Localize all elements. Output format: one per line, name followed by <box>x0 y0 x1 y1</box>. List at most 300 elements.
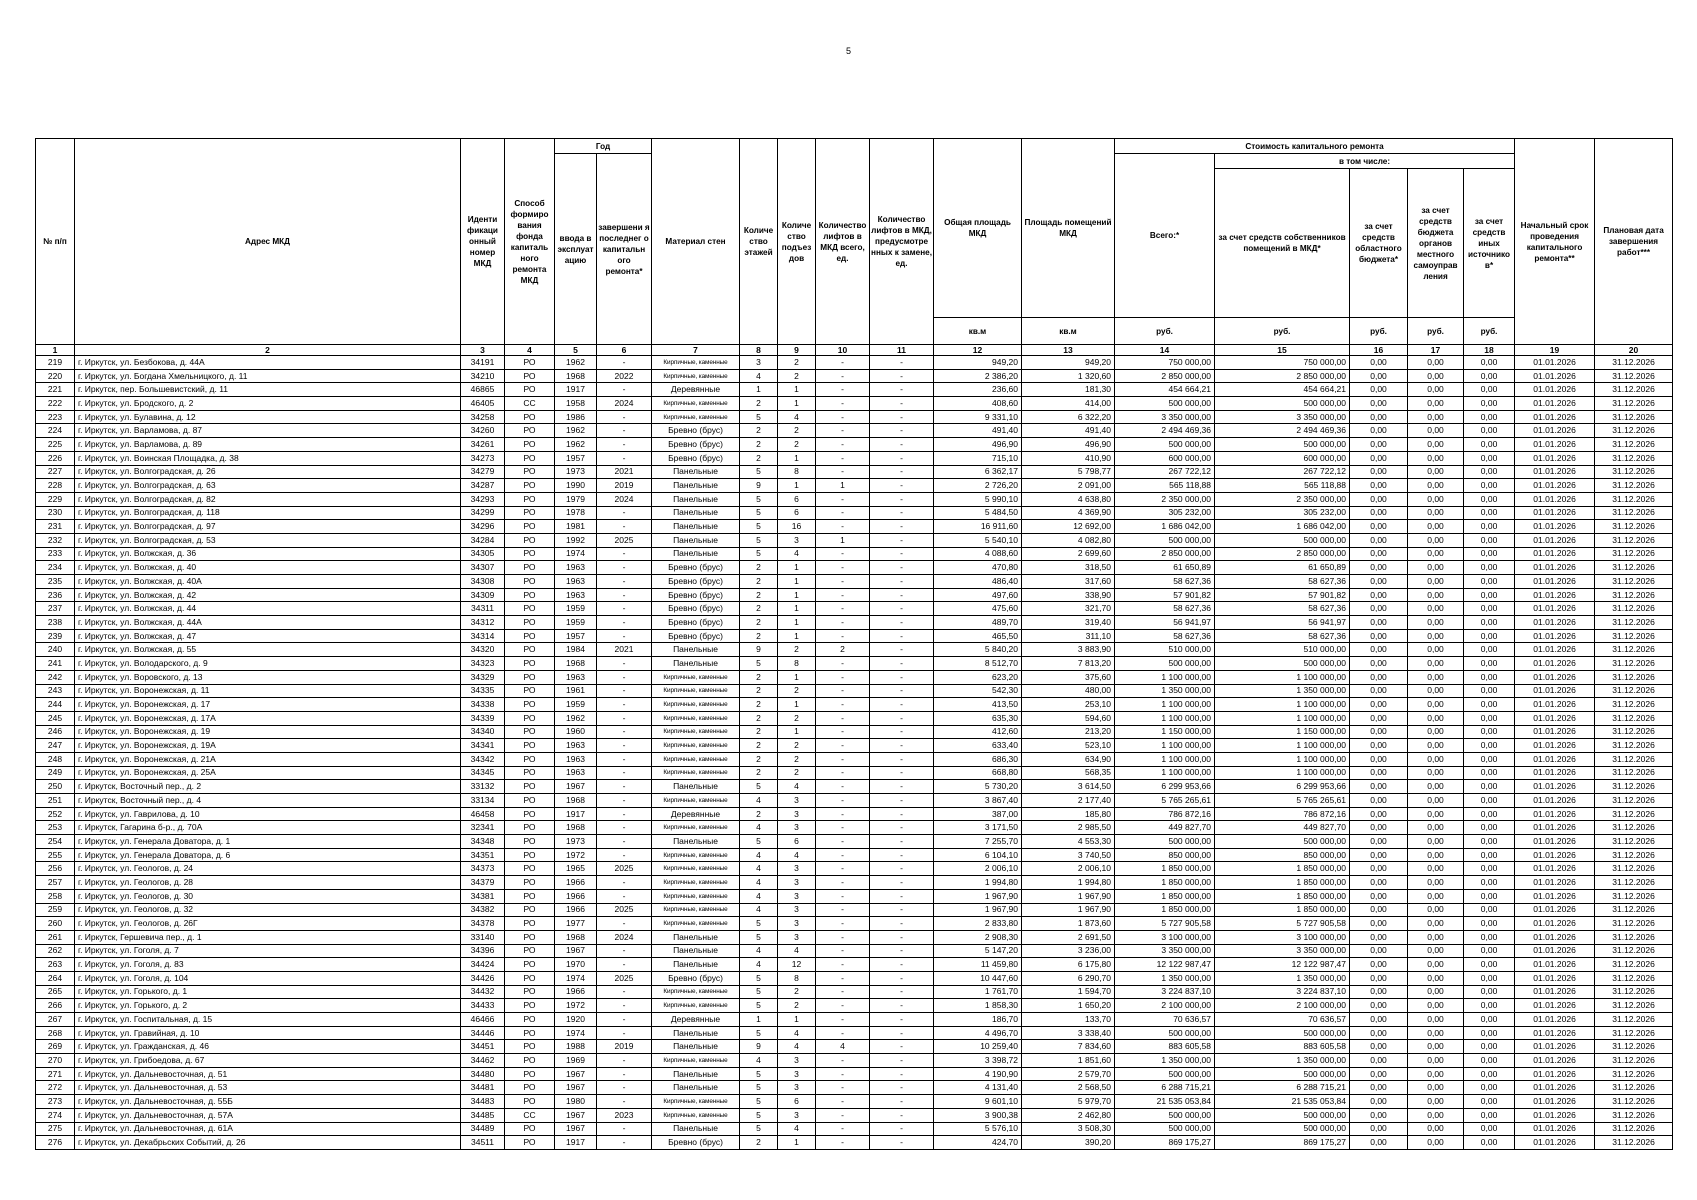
cell-floors: 9 <box>740 643 778 657</box>
cell-local: 0,00 <box>1408 876 1464 890</box>
cell-no: 269 <box>36 1040 75 1054</box>
cell-other: 0,00 <box>1464 1108 1515 1122</box>
cell-id: 34258 <box>461 410 505 424</box>
table-row <box>36 369 1673 383</box>
cell-entrances: 3 <box>778 533 816 547</box>
cell-regional: 0,00 <box>1350 930 1408 944</box>
cell-no: 251 <box>36 794 75 808</box>
cell-premises-area: 213,20 <box>1022 725 1115 739</box>
column-number: 11 <box>870 345 934 356</box>
cell-no: 249 <box>36 766 75 780</box>
cell-method: РО <box>505 999 555 1013</box>
cell-premises-area: 133,70 <box>1022 1013 1115 1027</box>
cell-address: г. Иркутск, ул. Безбокова, д. 44А <box>75 356 461 370</box>
cell-lifts: - <box>816 999 870 1013</box>
cell-wall: Панельные <box>652 657 740 671</box>
cell-wall: Кирпичные, каменные <box>652 711 740 725</box>
cell-local: 0,00 <box>1408 1122 1464 1136</box>
cell-premises-area: 181,30 <box>1022 383 1115 397</box>
cell-floors: 2 <box>740 725 778 739</box>
cell-year-commission: 1965 <box>555 862 597 876</box>
cell-address: г. Иркутск, ул. Волгоградская, д. 53 <box>75 533 461 547</box>
cell-end: 31.12.2026 <box>1595 588 1673 602</box>
cell-regional: 0,00 <box>1350 465 1408 479</box>
cell-premises-area: 1 594,70 <box>1022 985 1115 999</box>
cell-method: РО <box>505 492 555 506</box>
cell-no: 242 <box>36 670 75 684</box>
cell-lifts-replace: - <box>870 889 934 903</box>
cell-floors: 4 <box>740 794 778 808</box>
cell-end: 31.12.2026 <box>1595 739 1673 753</box>
cell-local: 0,00 <box>1408 684 1464 698</box>
cell-floors: 5 <box>740 410 778 424</box>
cell-year-last-repair: - <box>597 602 652 616</box>
cell-lifts-replace: - <box>870 1067 934 1081</box>
cell-lifts-replace: - <box>870 643 934 657</box>
cell-address: г. Иркутск, ул. Гражданская, д. 46 <box>75 1040 461 1054</box>
cell-entrances: 1 <box>778 479 816 493</box>
column-number: 17 <box>1408 345 1464 356</box>
cell-lifts: - <box>816 876 870 890</box>
cell-year-commission: 1957 <box>555 451 597 465</box>
cell-method: РО <box>505 1026 555 1040</box>
cell-local: 0,00 <box>1408 451 1464 465</box>
cell-address: г. Иркутск, ул. Волжская, д. 44 <box>75 602 461 616</box>
cell-wall: Кирпичные, каменные <box>652 684 740 698</box>
cell-address: г. Иркутск, ул. Володарского, д. 9 <box>75 657 461 671</box>
cell-total: 1 850 000,00 <box>1115 889 1215 903</box>
cell-lifts: - <box>816 917 870 931</box>
cell-year-last-repair: - <box>597 356 652 370</box>
cell-other: 0,00 <box>1464 424 1515 438</box>
cell-regional: 0,00 <box>1350 903 1408 917</box>
header-entrances: Количе ство подъез дов <box>778 139 816 345</box>
cell-premises-area: 4 369,90 <box>1022 506 1115 520</box>
cell-other: 0,00 <box>1464 369 1515 383</box>
cell-total-area: 497,60 <box>934 588 1022 602</box>
cell-regional: 0,00 <box>1350 424 1408 438</box>
cell-id: 34312 <box>461 616 505 630</box>
cell-start: 01.01.2026 <box>1515 451 1595 465</box>
cell-total-area: 2 726,20 <box>934 479 1022 493</box>
cell-wall: Кирпичные, каменные <box>652 698 740 712</box>
cell-address: г. Иркутск, ул. Волжская, д. 44А <box>75 616 461 630</box>
cell-lifts: - <box>816 369 870 383</box>
cell-lifts: - <box>816 506 870 520</box>
cell-owners: 58 627,36 <box>1215 629 1350 643</box>
table-row <box>36 1108 1673 1122</box>
cell-total: 500 000,00 <box>1115 438 1215 452</box>
cell-id: 34329 <box>461 670 505 684</box>
cell-end: 31.12.2026 <box>1595 506 1673 520</box>
cell-id: 34426 <box>461 971 505 985</box>
cell-owners: 1 100 000,00 <box>1215 752 1350 766</box>
cell-local: 0,00 <box>1408 410 1464 424</box>
cell-entrances: 4 <box>778 410 816 424</box>
cell-premises-area: 311,10 <box>1022 629 1115 643</box>
cell-start: 01.01.2026 <box>1515 958 1595 972</box>
cell-lifts-replace: - <box>870 492 934 506</box>
cell-wall: Панельные <box>652 930 740 944</box>
cell-other: 0,00 <box>1464 903 1515 917</box>
cell-lifts: - <box>816 835 870 849</box>
cell-year-commission: 1986 <box>555 410 597 424</box>
header-year-commission: ввода в эксплуат ацию <box>555 154 597 345</box>
cell-year-commission: 1968 <box>555 930 597 944</box>
cell-wall: Панельные <box>652 643 740 657</box>
cell-id: 34293 <box>461 492 505 506</box>
cell-total-area: 1 761,70 <box>934 985 1022 999</box>
cell-year-last-repair: - <box>597 657 652 671</box>
cell-id: 34462 <box>461 1054 505 1068</box>
cell-lifts: - <box>816 944 870 958</box>
cell-other: 0,00 <box>1464 1013 1515 1027</box>
cell-entrances: 2 <box>778 424 816 438</box>
cell-start: 01.01.2026 <box>1515 424 1595 438</box>
cell-wall: Кирпичные, каменные <box>652 397 740 411</box>
cell-no: 244 <box>36 698 75 712</box>
cell-end: 31.12.2026 <box>1595 1040 1673 1054</box>
cell-address: г. Иркутск, ул. Дальневосточная, д. 55Б <box>75 1095 461 1109</box>
table-row <box>36 889 1673 903</box>
cell-regional: 0,00 <box>1350 643 1408 657</box>
cell-total-area: 491,40 <box>934 424 1022 438</box>
cell-lifts-replace: - <box>870 506 934 520</box>
table-row <box>36 1054 1673 1068</box>
cell-end: 31.12.2026 <box>1595 889 1673 903</box>
cell-no: 223 <box>36 410 75 424</box>
cell-address: г. Иркутск, ул. Гоголя, д. 7 <box>75 944 461 958</box>
cell-id: 34273 <box>461 451 505 465</box>
header-id: Иденти фикаци онный номер МКД <box>461 139 505 345</box>
cell-start: 01.01.2026 <box>1515 1013 1595 1027</box>
cell-regional: 0,00 <box>1350 479 1408 493</box>
cell-year-last-repair: - <box>597 1095 652 1109</box>
cell-method: РО <box>505 657 555 671</box>
cell-end: 31.12.2026 <box>1595 766 1673 780</box>
cell-year-commission: 1984 <box>555 643 597 657</box>
cell-method: РО <box>505 1122 555 1136</box>
cell-total: 600 000,00 <box>1115 451 1215 465</box>
cell-year-last-repair: - <box>597 766 652 780</box>
cell-regional: 0,00 <box>1350 698 1408 712</box>
cell-total: 1 850 000,00 <box>1115 876 1215 890</box>
cell-entrances: 4 <box>778 848 816 862</box>
cell-year-commission: 1917 <box>555 1136 597 1150</box>
cell-year-commission: 1966 <box>555 985 597 999</box>
cell-regional: 0,00 <box>1350 492 1408 506</box>
cell-end: 31.12.2026 <box>1595 903 1673 917</box>
cell-local: 0,00 <box>1408 930 1464 944</box>
cell-floors: 2 <box>740 684 778 698</box>
cell-total-area: 470,80 <box>934 561 1022 575</box>
cell-premises-area: 2 091,00 <box>1022 479 1115 493</box>
cell-lifts-replace: - <box>870 766 934 780</box>
cell-year-last-repair: - <box>597 698 652 712</box>
cell-regional: 0,00 <box>1350 533 1408 547</box>
cell-lifts: - <box>816 356 870 370</box>
cell-address: г. Иркутск, ул. Волжская, д. 36 <box>75 547 461 561</box>
cell-wall: Бревно (брус) <box>652 451 740 465</box>
cell-total: 1 686 042,00 <box>1115 520 1215 534</box>
cell-end: 31.12.2026 <box>1595 533 1673 547</box>
cell-lifts: - <box>816 1067 870 1081</box>
cell-year-commission: 1963 <box>555 575 597 589</box>
cell-no: 276 <box>36 1136 75 1150</box>
cell-lifts-replace: - <box>870 575 934 589</box>
cell-floors: 9 <box>740 479 778 493</box>
cell-end: 31.12.2026 <box>1595 670 1673 684</box>
cell-year-last-repair: - <box>597 1067 652 1081</box>
cell-lifts-replace: - <box>870 1013 934 1027</box>
cell-wall: Панельные <box>652 1081 740 1095</box>
cell-start: 01.01.2026 <box>1515 1054 1595 1068</box>
cell-floors: 3 <box>740 356 778 370</box>
cell-floors: 4 <box>740 821 778 835</box>
cell-regional: 0,00 <box>1350 629 1408 643</box>
cell-lifts-replace: - <box>870 821 934 835</box>
cell-end: 31.12.2026 <box>1595 1067 1673 1081</box>
cell-owners: 1 100 000,00 <box>1215 698 1350 712</box>
cell-end: 31.12.2026 <box>1595 1026 1673 1040</box>
cell-local: 0,00 <box>1408 711 1464 725</box>
cell-owners: 3 224 837,10 <box>1215 985 1350 999</box>
cell-local: 0,00 <box>1408 369 1464 383</box>
cell-end: 31.12.2026 <box>1595 561 1673 575</box>
cell-total-area: 1 967,90 <box>934 889 1022 903</box>
cell-lifts: - <box>816 520 870 534</box>
cell-year-commission: 1917 <box>555 807 597 821</box>
cell-start: 01.01.2026 <box>1515 602 1595 616</box>
cell-floors: 2 <box>740 1136 778 1150</box>
cell-year-commission: 1917 <box>555 383 597 397</box>
cell-start: 01.01.2026 <box>1515 1081 1595 1095</box>
table-row <box>36 780 1673 794</box>
cell-lifts-replace: - <box>870 1040 934 1054</box>
cell-entrances: 2 <box>778 752 816 766</box>
cell-premises-area: 496,90 <box>1022 438 1115 452</box>
cell-local: 0,00 <box>1408 1040 1464 1054</box>
cell-no: 227 <box>36 465 75 479</box>
cell-wall: Панельные <box>652 465 740 479</box>
cell-start: 01.01.2026 <box>1515 616 1595 630</box>
cell-premises-area: 3 740,50 <box>1022 848 1115 862</box>
cell-entrances: 8 <box>778 657 816 671</box>
cell-total-area: 1 967,90 <box>934 903 1022 917</box>
cell-premises-area: 1 994,80 <box>1022 876 1115 890</box>
cell-year-last-repair: 2021 <box>597 465 652 479</box>
cell-other: 0,00 <box>1464 1067 1515 1081</box>
cell-premises-area: 2 006,10 <box>1022 862 1115 876</box>
cell-total: 883 605,58 <box>1115 1040 1215 1054</box>
cell-other: 0,00 <box>1464 520 1515 534</box>
cell-address: г. Иркутск, ул. Богдана Хмельницкого, д. 11 <box>75 369 461 383</box>
cell-year-last-repair: - <box>597 917 652 931</box>
cell-year-last-repair: - <box>597 561 652 575</box>
cell-end: 31.12.2026 <box>1595 698 1673 712</box>
cell-owners: 57 901,82 <box>1215 588 1350 602</box>
cell-no: 262 <box>36 944 75 958</box>
column-number: 18 <box>1464 345 1515 356</box>
header-lifts: Количество лифтов в МКД всего, ед. <box>816 139 870 345</box>
cell-owners: 500 000,00 <box>1215 397 1350 411</box>
cell-year-commission: 1958 <box>555 397 597 411</box>
cell-other: 0,00 <box>1464 794 1515 808</box>
cell-start: 01.01.2026 <box>1515 533 1595 547</box>
cell-floors: 5 <box>740 999 778 1013</box>
cell-entrances: 2 <box>778 985 816 999</box>
cell-floors: 2 <box>740 561 778 575</box>
cell-premises-area: 634,90 <box>1022 752 1115 766</box>
cell-owners: 1 100 000,00 <box>1215 766 1350 780</box>
cell-entrances: 3 <box>778 917 816 931</box>
cell-total: 500 000,00 <box>1115 1108 1215 1122</box>
cell-address: г. Иркутск, ул. Гоголя, д. 104 <box>75 971 461 985</box>
cell-floors: 9 <box>740 1040 778 1054</box>
cell-start: 01.01.2026 <box>1515 1067 1595 1081</box>
cell-floors: 4 <box>740 876 778 890</box>
cell-address: г. Иркутск, ул. Геологов, д. 26Г <box>75 917 461 931</box>
cell-start: 01.01.2026 <box>1515 848 1595 862</box>
cell-lifts: - <box>816 930 870 944</box>
cell-start: 01.01.2026 <box>1515 397 1595 411</box>
cell-entrances: 1 <box>778 602 816 616</box>
cell-year-commission: 1969 <box>555 1054 597 1068</box>
cell-local: 0,00 <box>1408 794 1464 808</box>
cell-premises-area: 2 985,50 <box>1022 821 1115 835</box>
cell-start: 01.01.2026 <box>1515 684 1595 698</box>
cell-start: 01.01.2026 <box>1515 506 1595 520</box>
cell-lifts: - <box>816 588 870 602</box>
cell-total: 449 827,70 <box>1115 821 1215 835</box>
cell-year-last-repair: - <box>597 424 652 438</box>
cell-owners: 1 350 000,00 <box>1215 971 1350 985</box>
cell-local: 0,00 <box>1408 1108 1464 1122</box>
cell-local: 0,00 <box>1408 629 1464 643</box>
cell-lifts-replace: - <box>870 1122 934 1136</box>
cell-lifts-replace: - <box>870 903 934 917</box>
cell-address: г. Иркутск, ул. Волгоградская, д. 63 <box>75 479 461 493</box>
cell-total-area: 5 576,10 <box>934 1122 1022 1136</box>
cell-total-area: 1 858,30 <box>934 999 1022 1013</box>
cell-year-last-repair: - <box>597 985 652 999</box>
cell-total-area: 623,20 <box>934 670 1022 684</box>
cell-total-area: 635,30 <box>934 711 1022 725</box>
cell-local: 0,00 <box>1408 1067 1464 1081</box>
cell-other: 0,00 <box>1464 971 1515 985</box>
cell-start: 01.01.2026 <box>1515 369 1595 383</box>
unit-regional: руб. <box>1350 318 1408 345</box>
header-year-last-repair: завершени я последнег о капитальн ого ремонта* <box>597 154 652 345</box>
cell-method: СС <box>505 397 555 411</box>
column-number-row <box>36 345 1673 356</box>
cell-lifts: - <box>816 807 870 821</box>
cell-regional: 0,00 <box>1350 1136 1408 1150</box>
column-number: 15 <box>1215 345 1350 356</box>
cell-owners: 1 686 042,00 <box>1215 520 1350 534</box>
cell-year-last-repair: - <box>597 835 652 849</box>
header-total-area: Общая площадь МКД <box>934 139 1022 318</box>
cell-start: 01.01.2026 <box>1515 752 1595 766</box>
cell-start: 01.01.2026 <box>1515 930 1595 944</box>
cell-entrances: 1 <box>778 383 816 397</box>
unit-premises-area: кв.м <box>1022 318 1115 345</box>
cell-end: 31.12.2026 <box>1595 725 1673 739</box>
cell-end: 31.12.2026 <box>1595 807 1673 821</box>
cell-lifts-replace: - <box>870 971 934 985</box>
cell-year-commission: 1963 <box>555 588 597 602</box>
cell-address: г. Иркутск, ул. Геологов, д. 24 <box>75 862 461 876</box>
cell-owners: 21 535 053,84 <box>1215 1095 1350 1109</box>
cell-lifts: - <box>816 424 870 438</box>
header-wall: Материал стен <box>652 139 740 345</box>
table-row <box>36 561 1673 575</box>
cell-total: 2 850 000,00 <box>1115 547 1215 561</box>
cell-no: 261 <box>36 930 75 944</box>
cell-method: РО <box>505 848 555 862</box>
column-number: 7 <box>652 345 740 356</box>
cell-regional: 0,00 <box>1350 848 1408 862</box>
cell-year-commission: 1962 <box>555 438 597 452</box>
table-row <box>36 506 1673 520</box>
cell-method: РО <box>505 684 555 698</box>
cell-total-area: 408,60 <box>934 397 1022 411</box>
cell-floors: 2 <box>740 575 778 589</box>
cell-no: 271 <box>36 1067 75 1081</box>
cell-owners: 786 872,16 <box>1215 807 1350 821</box>
cell-lifts-replace: - <box>870 1081 934 1095</box>
cell-regional: 0,00 <box>1350 397 1408 411</box>
cell-lifts-replace: - <box>870 602 934 616</box>
cell-lifts-replace: - <box>870 985 934 999</box>
cell-lifts-replace: - <box>870 794 934 808</box>
cell-local: 0,00 <box>1408 383 1464 397</box>
cell-total-area: 8 512,70 <box>934 657 1022 671</box>
cell-year-commission: 1972 <box>555 848 597 862</box>
cell-year-commission: 1981 <box>555 520 597 534</box>
cell-premises-area: 949,20 <box>1022 356 1115 370</box>
cell-id: 34191 <box>461 356 505 370</box>
cell-other: 0,00 <box>1464 1054 1515 1068</box>
cell-start: 01.01.2026 <box>1515 438 1595 452</box>
cell-start: 01.01.2026 <box>1515 643 1595 657</box>
cell-method: РО <box>505 766 555 780</box>
cell-regional: 0,00 <box>1350 1067 1408 1081</box>
cell-total-area: 387,00 <box>934 807 1022 821</box>
cell-year-commission: 1920 <box>555 1013 597 1027</box>
cell-wall: Кирпичные, каменные <box>652 876 740 890</box>
cell-lifts: - <box>816 1095 870 1109</box>
cell-lifts-replace: - <box>870 848 934 862</box>
cell-regional: 0,00 <box>1350 794 1408 808</box>
table-row <box>36 1122 1673 1136</box>
cell-lifts: - <box>816 862 870 876</box>
cell-owners: 1 100 000,00 <box>1215 670 1350 684</box>
cell-other: 0,00 <box>1464 862 1515 876</box>
cell-no: 260 <box>36 917 75 931</box>
cell-owners: 3 350 000,00 <box>1215 944 1350 958</box>
cell-year-last-repair: - <box>597 711 652 725</box>
cell-local: 0,00 <box>1408 862 1464 876</box>
cell-method: РО <box>505 889 555 903</box>
cell-year-last-repair: - <box>597 451 652 465</box>
cell-total: 3 350 000,00 <box>1115 410 1215 424</box>
cell-total: 5 765 265,61 <box>1115 794 1215 808</box>
table-row <box>36 1026 1673 1040</box>
cell-regional: 0,00 <box>1350 547 1408 561</box>
cell-local: 0,00 <box>1408 1054 1464 1068</box>
cell-no: 254 <box>36 835 75 849</box>
